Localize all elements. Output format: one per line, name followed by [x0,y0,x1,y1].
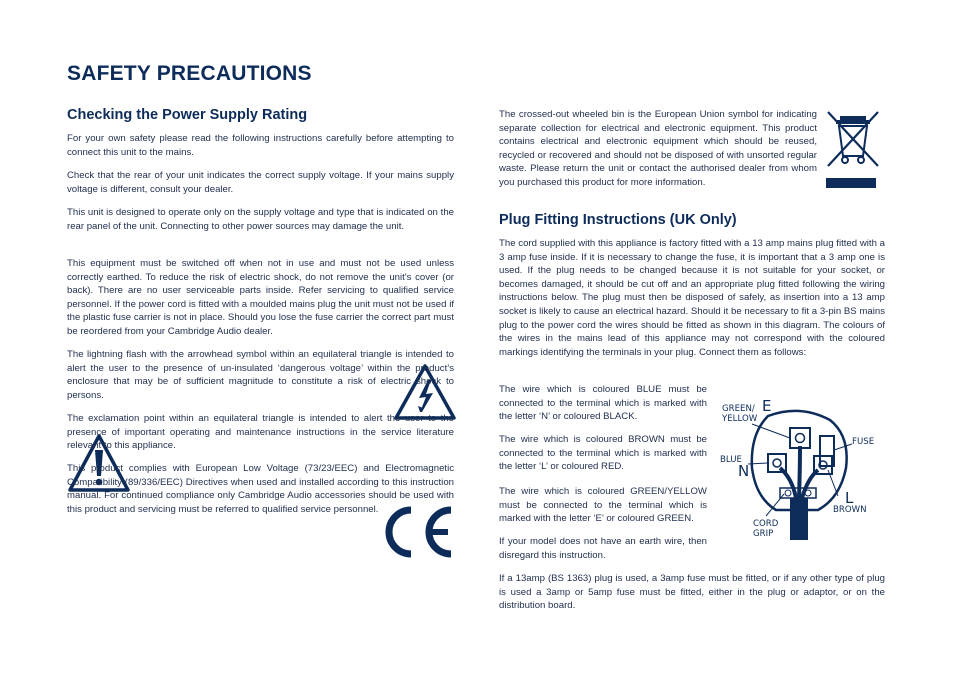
weee-note: The crossed-out wheeled bin is the European Union symbol for indicating separate collection for electrical and electronic equipment. This product contains electrical and electronic equipment which should be reused, recycled or recovered and should not be disposed of with unsorted regular waste. Please return the unit or contact the authorised dealer from whom you purchased this product for more information. [499,109,817,188]
compliance-note: This product complies with European Low Voltage (73/23/EEC) and Electromagnetic Compatibility (89/336/EEC) Directives when used and installed according to this instruction manual. For continued compliance only Cambridge Audio accessories should be used with this product and servicing must be referred to qualified service personnel. [67,463,454,515]
live-l-label: L [845,489,854,507]
green-yellow-wire-note: The wire which is coloured GREEN/YELLOW must be connected to the terminal which is marked with the letter ‘E’ or coloured GREEN. [499,486,707,525]
cord-grip-label: CORD GRIP [753,519,779,539]
supply-voltage-check: Check that the rear of your unit indicates the correct supply voltage. If your mains supply voltage is different, consult your dealer. [67,170,454,195]
supply-type-note: This unit is designed to operate only on the supply voltage and type that is indicated on the rear panel of the unit. Connecting to other power sources may damage the unit. [67,207,454,232]
power-supply-intro: For your own safety please read the following instructions carefully before attempting to connect this unit to the mains. [67,133,454,158]
no-earth-note: If your model does not have an earth wire, then disregard this instruction. [499,536,707,561]
fuse-rating-note: If a 13amp (BS 1363) plug is used, a 3amp fuse must be fitted, or if any other type of plug is used a 3amp or 5amp fuse must be fitted, either in the plug or adaptor, or on the distribution board. [499,573,885,612]
earthing-note: This equipment must be switched off when not in use and must not be used unless correctly earthed. To reduce the risk of electric shock, do not remove the unit's cover (or back). There are no user serviceable parts inside. Refer servicing to qualified service personnel. If the power cord is fitted with a moulded mains plug the unit must not be used if the plastic fuse carrier is not in place. Should you lose the fuse carrier the correct part must be reordered from your Cambridge Audio dealer. [67,258,454,337]
page-title: SAFETY PRECAUTIONS [67,62,312,85]
brown-label: BROWN [833,505,867,515]
plug-fitting-intro: The cord supplied with this appliance is factory fitted with a 13 amp mains plug fitted with a 3 amp fuse inside. If it is necessary to change the fuse, it is important that a 3 amp one is used. If the plug needs to be changed because it is not suitable for your socket, or becomes damaged, it should be cut off and an appropriate plug fitted following the wiring instructions below. The plug must then be disposed of safely, as insertion into a 13 amp socket is likely to cause an electrical hazard. Should it be necessary to fit a 3-pin BS mains plug to the power cord the wires should be fitted as shown in this diagram. The colours of the wires in the mains lead of this appliance may not correspond with the coloured markings identifying the terminals in your plug. Connect them as follows: [499,238,885,358]
lightning-symbol-note: The lightning flash with the arrowhead symbol within an equilateral triangle is intended to alert the user to the presence of un-insulated ‘dangerous voltage’ within the product’s enclosure that may be of sufficient magnitude to constitute a risk of electric shock to persons. [67,349,454,401]
fuse-label: FUSE [852,437,875,447]
earth-e-label: E [762,397,772,415]
power-supply-heading: Checking the Power Supply Rating [67,107,308,123]
blue-label: BLUE [720,455,742,465]
crossed-out-wheelie-bin-icon [824,110,880,195]
green-yellow-label: GREEN/ YELLOW [722,404,758,424]
exclamation-symbol-note: The exclamation point within an equilateral triangle is intended to alert the user to the presence of important operating and maintenance instructions in the service literature relevant to this appliance. [67,413,454,452]
blue-wire-note: The wire which is coloured BLUE must be connected to the terminal which is marked with the letter ‘N’ or coloured BLACK. [499,384,707,423]
plug-fitting-heading: Plug Fitting Instructions (UK Only) [499,212,737,228]
brown-wire-note: The wire which is coloured BROWN must be connected to the terminal which is marked with the letter ‘L’ or coloured RED. [499,434,707,473]
neutral-n-label: N [738,462,750,480]
